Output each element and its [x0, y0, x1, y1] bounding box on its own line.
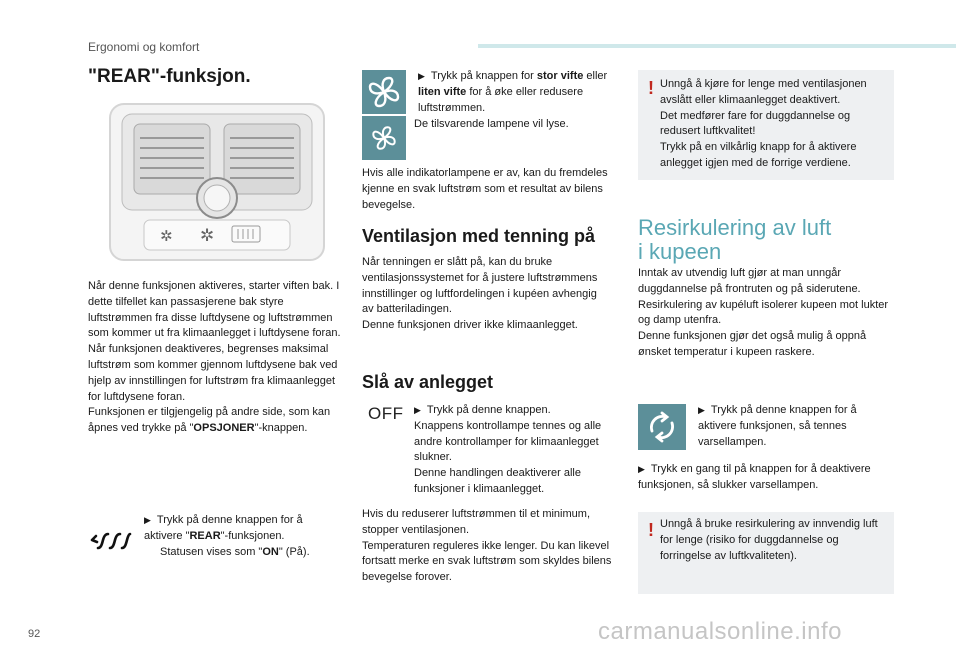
svg-text:✲: ✲	[160, 227, 173, 245]
lamps-text: De tilsvarende lampene vil lyse.	[414, 118, 569, 130]
section-label: Ergonomi og komfort	[88, 40, 200, 54]
off-button-label: OFF	[368, 404, 404, 423]
indicator-text: Hvis alle indikatorlampene er av, kan du fremdeles kjenne en svak luftstrøm som et resultat av bilens bevegelse.	[362, 167, 608, 211]
rear-vent-panel-image	[108, 102, 326, 262]
off-heading: Slå av anlegget	[362, 372, 494, 392]
page-number: 92	[28, 628, 41, 640]
recirculation-icon	[638, 404, 686, 450]
exclamation-icon: !	[648, 520, 654, 540]
small-fan-icon	[362, 116, 406, 160]
off-instruction: ▶ Trykk på denne knappen. Knappens kontrollampe tennes og alle andre kontrollamper for klimaanlegget slukner. Denne handlingen deaktiverer alle funksjoner i klimaanlegget.	[414, 404, 602, 495]
warning-box-ventilation: ! Unngå å kjøre for lenge med ventilasjonen avslått eller klimaanlegget deaktivert. Det medfører fare for duggdannelse og redusert luftkvalitet! Trykk på en vilkårlig knapp for å aktivere anlegget igjen med de forrige verdiene.	[638, 70, 894, 180]
watermark: carmanualsonline.info	[598, 618, 842, 645]
exclamation-icon: !	[648, 78, 654, 98]
arrow-bullet-icon: ▶	[418, 71, 425, 81]
recirculation-heading: Resirkulering av luft i kupeen	[638, 215, 832, 264]
rear-airflow-icon	[88, 526, 132, 556]
header-bar	[478, 44, 956, 48]
arrow-bullet-icon: ▶	[698, 405, 705, 415]
recirculation-off-instruction: ▶ Trykk en gang til på knappen for å deaktivere funksjonen, så slukker varsellampen.	[638, 463, 871, 491]
ventilation-heading: Ventilasjon med tenning på	[362, 226, 596, 246]
arrow-bullet-icon: ▶	[638, 464, 645, 474]
recirculation-text: Inntak av utvendig luft gjør at man unngår duggdannelse på frontruten og på siderutene. Resirkulering av kupéluft isolerer kupeen mot lukter og damp utenfra. Denne funksjonen gjør det også mulig å oppnå ønsket temperatur i kupeen raskere.	[638, 267, 889, 358]
warning-box-recirculation: ! Unngå å bruke resirkulering av innvendig luft for lenge (risiko for duggdannelse og forringelse av luftkvaliteten).	[638, 512, 894, 594]
large-fan-icon	[362, 70, 406, 114]
arrow-bullet-icon: ▶	[144, 515, 151, 525]
reduce-text: Hvis du reduserer luftstrømmen til et minimum, stopper ventilasjonen. Temperaturen reguleres ikke lenger. Du kan likevel fortsatt merke en svak luftstrøm som skyldes bilens bevegelse forover.	[362, 508, 612, 584]
fan-instruction: ▶ Trykk på knappen for stor vifte eller liten vifte for å øke eller redusere luftstrømmen.	[418, 70, 608, 114]
svg-text:✲: ✲	[200, 226, 215, 246]
ventilation-text: Når tenningen er slått på, kan du bruke ventilasjonssystemet for å justere luftstrømmens innstillinger og luftfordelingen i kupéen avhengig av batteriladingen. Denne funksjonen driver ikke klimaanlegget.	[362, 256, 598, 332]
rear-description: Når denne funksjonen aktiveres, starter viften bak. I dette tilfellet kan passasjerene bak styre luftstrømmen fra disse luftdysene og luftstrømmen som kommer ut fra klimaanlegget i luftdysene foran. Når funksjonen deaktiveres, begrenses maksimal luftstrøm som kommer gjennom luftdysene bak ved hjelp av innstillingen for luftstrøm fra klimaanlegget for luftdysene foran. Funksjonen er tilgjengelig på andre side, som kan åpnes ved trykke på "OPSJONER"-knappen.	[88, 280, 341, 435]
arrow-bullet-icon: ▶	[414, 405, 421, 415]
rear-instruction: ▶ Trykk på denne knappen for å aktivere "REAR"-funksjonen. Statusen vises som "ON" (På).	[144, 514, 310, 558]
recirculation-on-instruction: ▶ Trykk på denne knappen for å aktivere funksjonen, så tennes varsellampen.	[698, 404, 857, 448]
page-title: "REAR"-funksjon.	[88, 66, 251, 87]
